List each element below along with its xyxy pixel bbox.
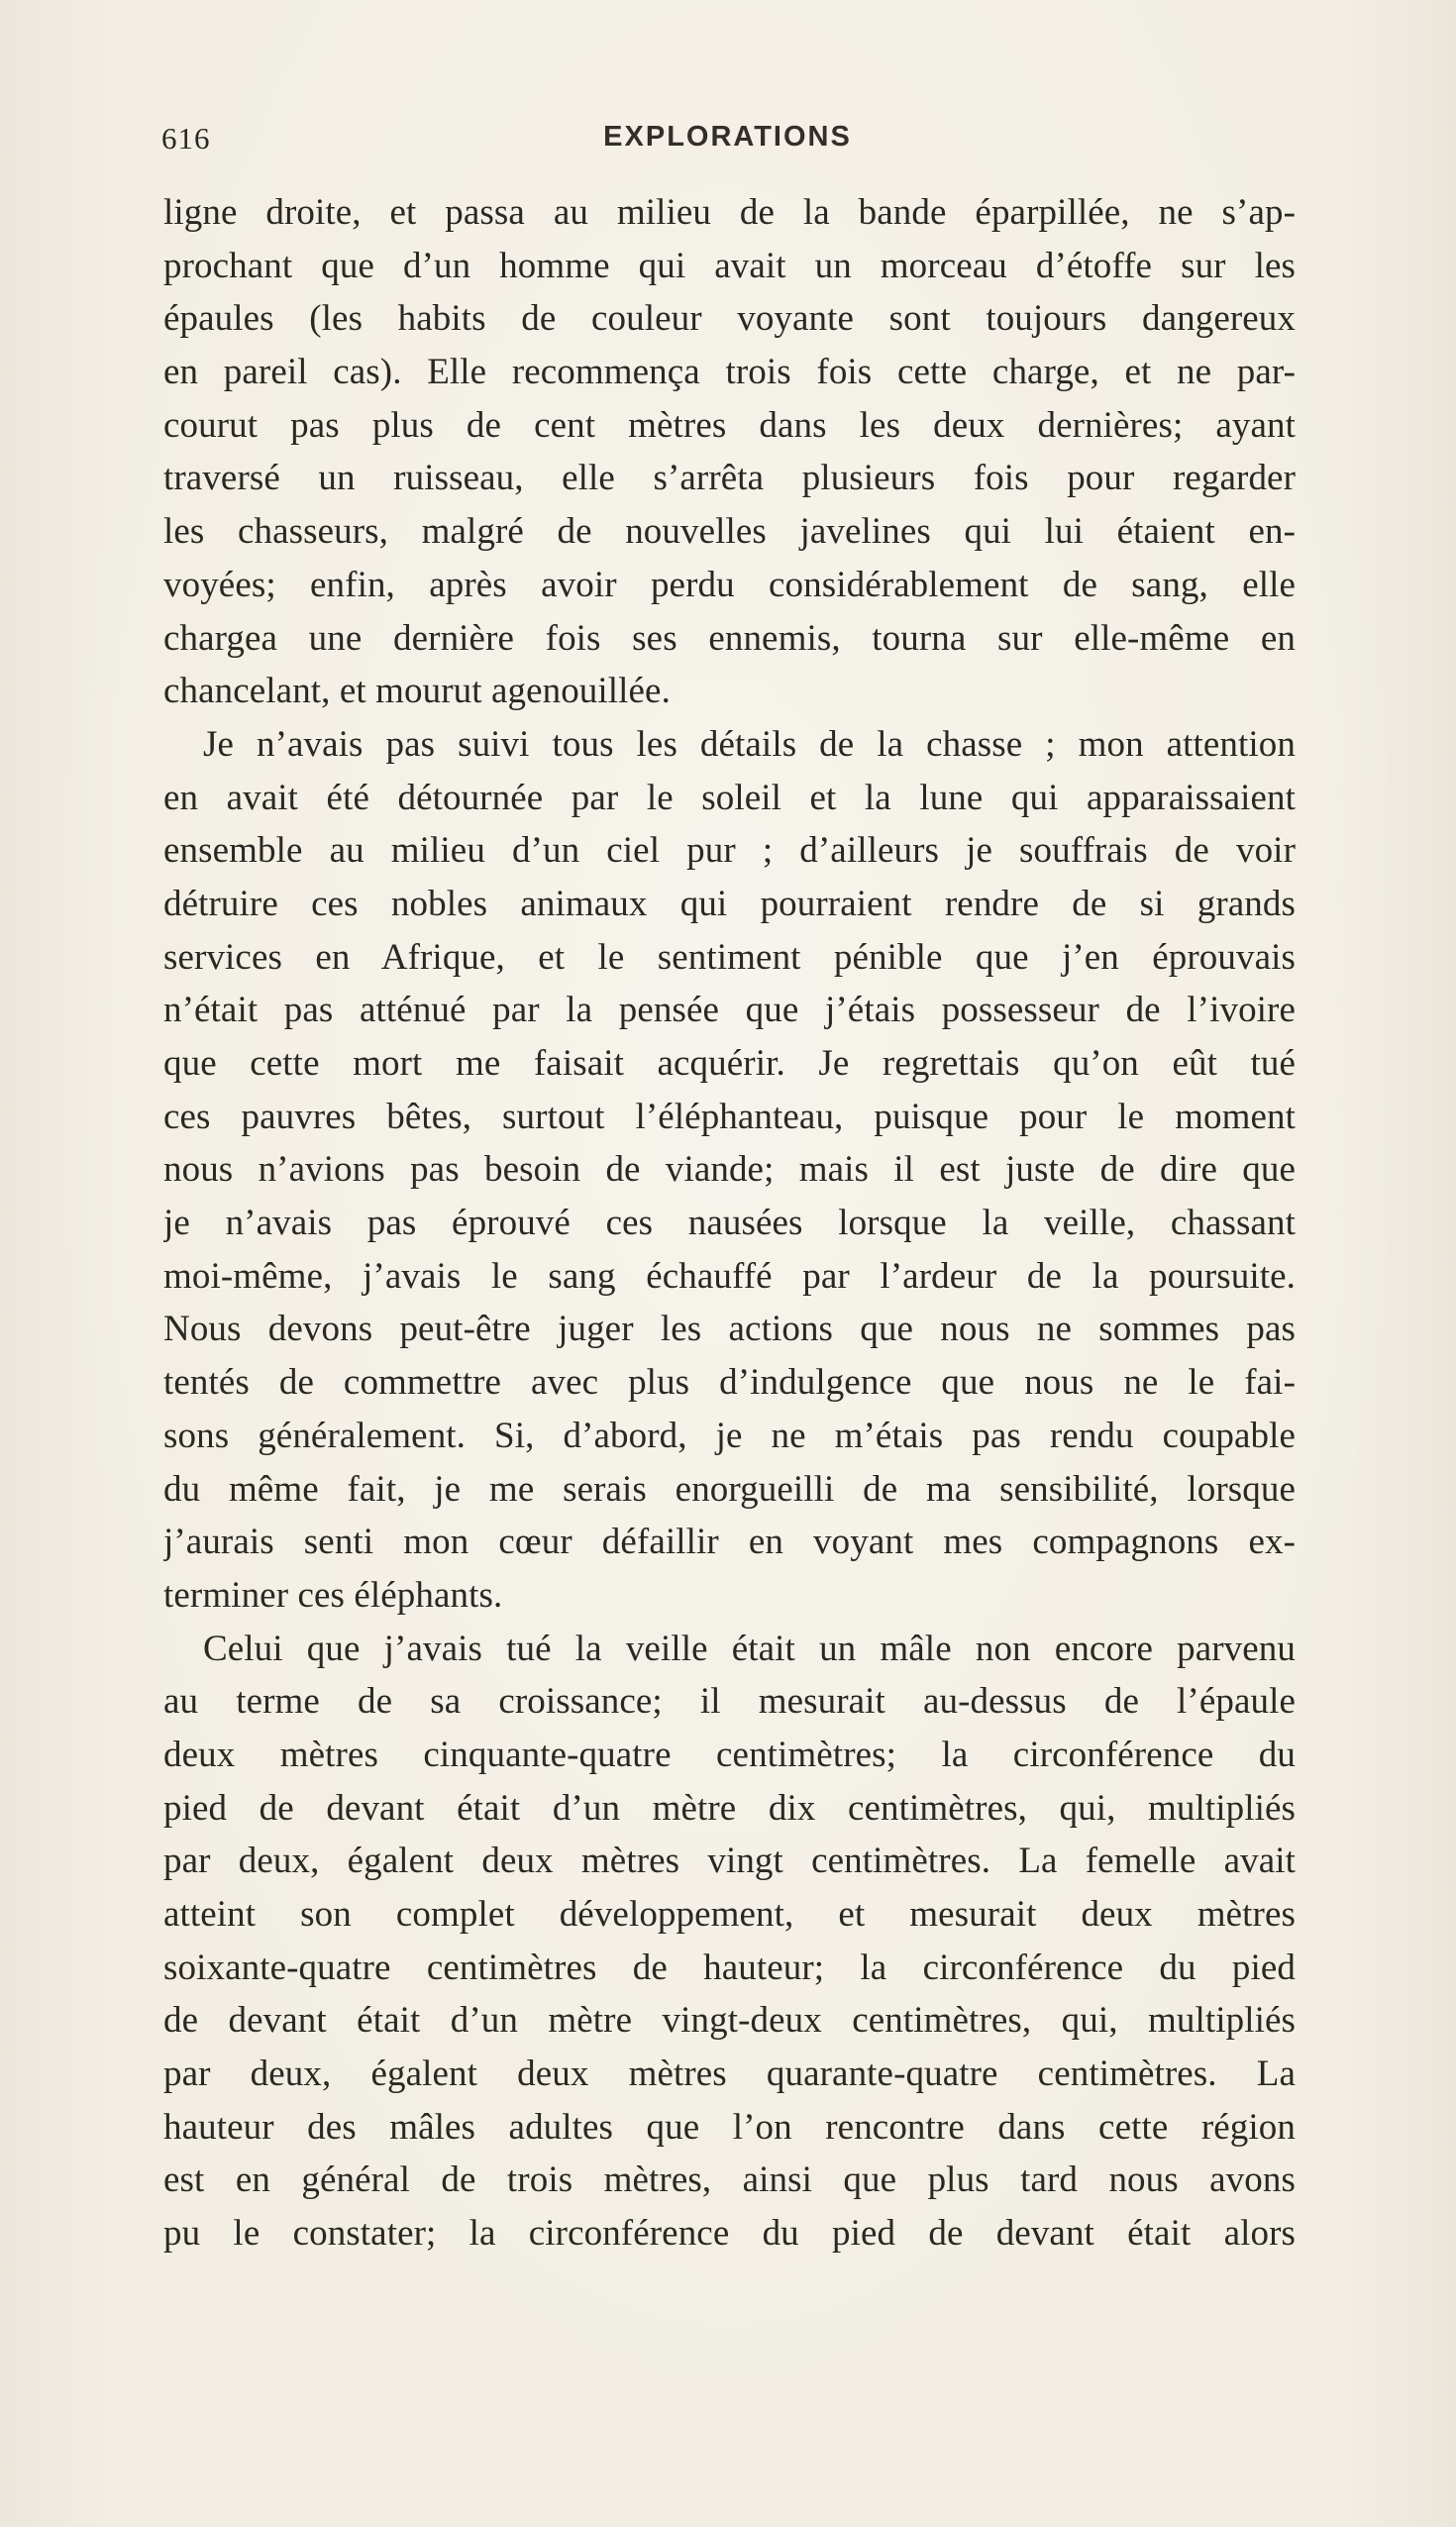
text-line: services en Afrique, et le sentiment pénible que j’en éprouvais bbox=[163, 936, 1296, 978]
text-line: Nous devons peut-être juger les actions que nous ne sommes pas bbox=[163, 1309, 1296, 1350]
text-line: du même fait, je me serais enorgueilli de ma sensibilité, lorsque bbox=[163, 1468, 1296, 1510]
text-line: tentés de commettre avec plus d’indulgence que nous ne le fai- bbox=[163, 1362, 1296, 1404]
text-line: prochant que d’un homme qui avait un morceau d’étoffe sur les bbox=[163, 245, 1296, 286]
text-line: chargea une dernière fois ses ennemis, tourna sur elle-même en bbox=[163, 617, 1296, 659]
body-text bbox=[163, 186, 1296, 2261]
text-line: soixante-quatre centimètres de hauteur; la circonférence du pied bbox=[163, 1947, 1296, 1988]
text-line: courut pas plus de cent mètres dans les deux dernières; ayant bbox=[163, 404, 1296, 446]
text-line: est en général de trois mètres, ainsi que plus tard nous avons bbox=[163, 2159, 1296, 2201]
text-line: moi-même, j’avais le sang échauffé par l’ardeur de la poursuite. bbox=[163, 1255, 1296, 1297]
text-line: ensemble au milieu d’un ciel pur ; d’ailleurs je souffrais de voir bbox=[163, 830, 1296, 872]
text-line: en pareil cas). Elle recommença trois fois cette charge, et ne par- bbox=[163, 352, 1296, 393]
text-line: de devant était d’un mètre vingt-deux centimètres, qui, multipliés bbox=[163, 2000, 1296, 2042]
text-line: par deux, égalent deux mètres quarante-quatre centimètres. La bbox=[163, 2053, 1296, 2095]
text-line: chancelant, et mourut agenouillée. bbox=[163, 671, 671, 712]
paragraph-1 bbox=[163, 186, 1296, 718]
text-line: Je n’avais pas suivi tous les détails de la chasse ; mon attention bbox=[203, 723, 1296, 765]
text-line: atteint son complet développement, et mesurait deux mètres bbox=[163, 1894, 1296, 1935]
text-line: nous n’avions pas besoin de viande; mais il est juste de dire que bbox=[163, 1149, 1296, 1191]
text-line: ces pauvres bêtes, surtout l’éléphanteau, puisque pour le moment bbox=[163, 1096, 1296, 1137]
text-line: pu le constater; la circonférence du pied de devant était alors bbox=[163, 2213, 1296, 2255]
text-line: je n’avais pas éprouvé ces nausées lorsque la veille, chassant bbox=[163, 1203, 1296, 1244]
running-head bbox=[161, 121, 1294, 160]
text-line: pied de devant était d’un mètre dix centimètres, qui, multipliés bbox=[163, 1787, 1296, 1829]
paragraph-2 bbox=[163, 718, 1296, 1623]
text-line: au terme de sa croissance; il mesurait au-dessus de l’épaule bbox=[163, 1681, 1296, 1723]
text-line: deux mètres cinquante-quatre centimètres; la circonférence du bbox=[163, 1734, 1296, 1775]
text-line: épaules (les habits de couleur voyante sont toujours dangereux bbox=[163, 298, 1296, 340]
text-line: par deux, égalent deux mètres vingt centimètres. La femelle avait bbox=[163, 1841, 1296, 1882]
section-title: EXPLORATIONS bbox=[603, 121, 852, 153]
text-line: voyées; enfin, après avoir perdu considérablement de sang, elle bbox=[163, 564, 1296, 605]
text-line: détruire ces nobles animaux qui pourraient rendre de si grands bbox=[163, 883, 1296, 924]
text-line: les chasseurs, malgré de nouvelles javelines qui lui étaient en- bbox=[163, 511, 1296, 553]
text-line: que cette mort me faisait acquérir. Je regrettais qu’on eût tué bbox=[163, 1043, 1296, 1084]
text-line: sons généralement. Si, d’abord, je ne m’étais pas rendu coupable bbox=[163, 1415, 1296, 1456]
text-line: terminer ces éléphants. bbox=[163, 1574, 503, 1616]
text-line: traversé un ruisseau, elle s’arrêta plusieurs fois pour regarder bbox=[163, 458, 1296, 499]
text-line: Celui que j’avais tué la veille était un mâle non encore parvenu bbox=[203, 1628, 1296, 1669]
text-line: j’aurais senti mon cœur défaillir en voyant mes compagnons ex- bbox=[163, 1522, 1296, 1563]
page-number: 616 bbox=[161, 121, 211, 156]
text-line: n’était pas atténué par la pensée que j’étais possesseur de l’ivoire bbox=[163, 990, 1296, 1031]
text-line: en avait été détournée par le soleil et la lune qui apparaissaient bbox=[163, 777, 1296, 818]
paragraph-3 bbox=[163, 1623, 1296, 2261]
text-line: hauteur des mâles adultes que l’on rencontre dans cette région bbox=[163, 2106, 1296, 2148]
text-line: ligne droite, et passa au milieu de la bande éparpillée, ne s’ap- bbox=[163, 192, 1296, 233]
